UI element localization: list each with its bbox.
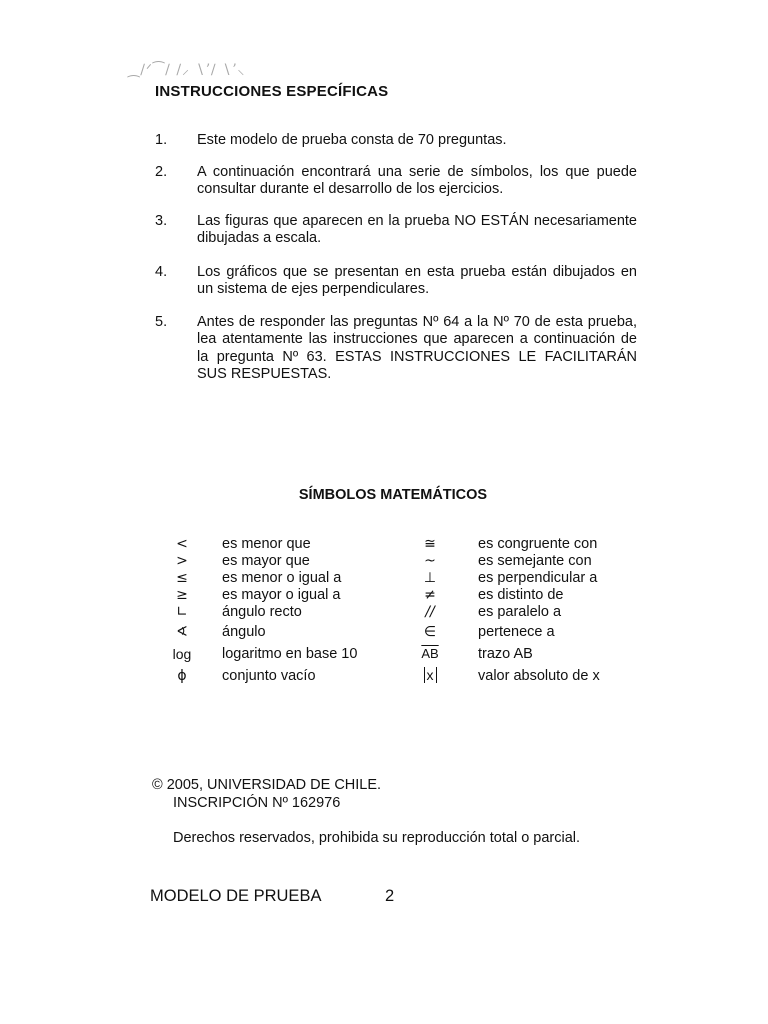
instruction-number: 4. bbox=[155, 263, 168, 280]
symbol-description: pertenece a bbox=[478, 624, 555, 640]
segment-label: $\overline{AB}$ bbox=[421, 646, 439, 661]
parallel-symbol: // bbox=[425, 604, 435, 620]
page-number: 2 bbox=[385, 887, 395, 905]
congruent-symbol: ≅ bbox=[424, 536, 436, 552]
empty-set-symbol: ϕ bbox=[177, 668, 187, 684]
symbol-description: ángulo recto bbox=[222, 604, 302, 620]
instruction-text: Las figuras que aparecen en la prueba NO ESTÁN necesariamente dibujadas a escala. bbox=[197, 212, 637, 246]
log-symbol: log bbox=[172, 646, 192, 662]
less-than-symbol: < bbox=[176, 536, 188, 552]
symbol-description: es menor que bbox=[222, 536, 311, 552]
rights-notice: Derechos reservados, prohibida su reproducción total o parcial. bbox=[173, 830, 581, 846]
footer-label: MODELO DE PRUEBA bbox=[150, 887, 322, 905]
scan-artifact: ⁔∕ᐟ⁀∕ ∕⸝ ∖ʼ∕ ∖ʼ⸜ bbox=[128, 62, 246, 78]
instruction-item bbox=[155, 264, 637, 299]
segment-symbol bbox=[410, 643, 450, 665]
greater-than-symbol: > bbox=[176, 553, 188, 569]
instruction-number: 2. bbox=[155, 163, 168, 180]
not-equal-symbol: ≠ bbox=[424, 587, 436, 603]
instruction-item bbox=[155, 314, 637, 384]
instruction-item bbox=[155, 164, 637, 199]
copyright-notice bbox=[152, 777, 381, 812]
instructions-list bbox=[155, 132, 637, 384]
right-angle-symbol: ∟ bbox=[176, 604, 188, 620]
symbol-description: valor absoluto de x bbox=[478, 668, 600, 684]
section-heading-instructions: INSTRUCCIONES ESPECÍFICAS bbox=[155, 83, 389, 100]
absolute-value-symbol bbox=[410, 665, 450, 687]
symbol-description: es congruente con bbox=[478, 536, 598, 552]
instruction-item bbox=[155, 132, 637, 150]
symbol-description: conjunto vacío bbox=[222, 668, 316, 684]
perpendicular-symbol: ⊥ bbox=[423, 570, 437, 586]
instruction-number: 3. bbox=[155, 212, 168, 229]
less-or-equal-symbol: ≤ bbox=[176, 570, 188, 586]
instruction-text: A continuación encontrará una serie de símbolos, los que puede consultar durante el desarrollo de los ejercicios. bbox=[197, 163, 637, 197]
symbol-description: es distinto de bbox=[478, 587, 564, 603]
symbol-description: trazo AB bbox=[478, 646, 533, 662]
instruction-text: Los gráficos que se presentan en esta prueba están dibujados en un sistema de ejes perpendiculares. bbox=[197, 263, 637, 297]
symbol-description: logaritmo en base 10 bbox=[222, 646, 358, 662]
absolute-value-variable: x bbox=[424, 667, 437, 683]
copyright-line: © 2005, UNIVERSIDAD DE CHILE. bbox=[152, 777, 382, 793]
element-of-symbol: ∈ bbox=[423, 624, 437, 640]
symbol-description: es perpendicular a bbox=[478, 570, 598, 586]
angle-symbol: ∢ bbox=[176, 624, 188, 640]
symbol-description: es paralelo a bbox=[478, 604, 562, 620]
instruction-number: 1. bbox=[155, 132, 168, 148]
instruction-item bbox=[155, 213, 637, 248]
symbol-description: es menor o igual a bbox=[222, 570, 342, 586]
similar-symbol: ~ bbox=[424, 553, 436, 569]
symbol-description: ángulo bbox=[222, 624, 266, 640]
instruction-text: Este modelo de prueba consta de 70 preguntas. bbox=[197, 132, 507, 148]
symbol-description: es mayor o igual a bbox=[222, 587, 341, 603]
greater-or-equal-symbol: ≥ bbox=[176, 587, 188, 603]
instruction-text: Antes de responder las preguntas Nº 64 a la Nº 70 de esta prueba, lea atentamente las instrucciones que aparecen a continuación de la pregunta Nº 63. ESTAS INSTRUCCIONES LE FACILITARÁN SUS RESPUESTAS. bbox=[197, 313, 637, 382]
symbol-description: es semejante con bbox=[478, 553, 592, 569]
registration-line: INSCRIPCIÓN Nº 162976 bbox=[173, 794, 341, 811]
symbol-description: es mayor que bbox=[222, 553, 310, 569]
instruction-number: 5. bbox=[155, 313, 168, 330]
section-heading-symbols: SÍMBOLOS MATEMÁTICOS bbox=[298, 487, 488, 503]
